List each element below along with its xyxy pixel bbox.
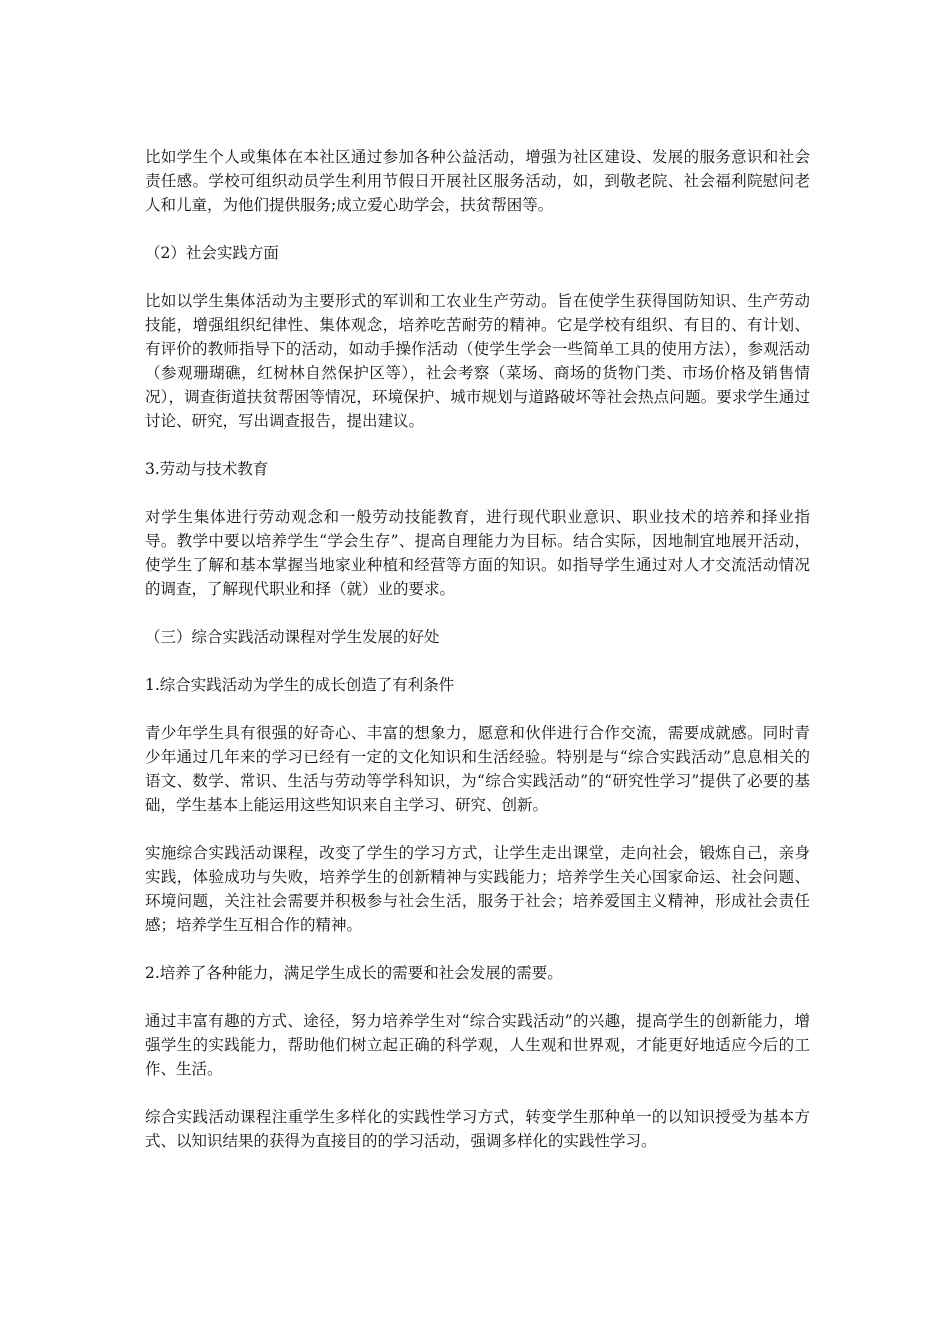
paragraph-social-practice: 比如以学生集体活动为主要形式的军训和工农业生产劳动。旨在使学生获得国防知识、生产劳动技能，增强组织纪律性、集体观念，培养吃苦耐劳的精神。它是学校有组织、有目的、有计划、有评价的教师指导下的活动，如动手操作活动（使学生学会一些简单工具的使用方法），参观活动（参观珊瑚礁，红树林自然保护区等），社会考察（菜场、商场的货物门类、市场价格及销售情况），调查街道扶贫帮困等情况，环境保护、城市规划与道路破坏等社会热点问题。要求学生通过讨论、研究，写出调查报告，提出建议。: [145, 292, 810, 430]
paragraph-interest-cultivation: 通过丰富有趣的方式、途径，努力培养学生对“综合实践活动”的兴趣，提高学生的创新能力，增强学生的实践能力，帮助他们树立起正确的科学观，人生观和世界观，才能更好地适应今后的工作、生活。: [145, 1012, 810, 1078]
heading-benefits: （三）综合实践活动课程对学生发展的好处: [145, 628, 440, 646]
heading-benefit-2: 2.培养了各种能力，满足学生成长的需要和社会发展的需要。: [145, 964, 563, 982]
heading-labor-technology: 3.劳动与技术教育: [145, 460, 269, 478]
heading-social-practice: （2）社会实践方面: [145, 244, 279, 262]
paragraph-community-service: 比如学生个人或集体在本社区通过参加各种公益活动，增强为社区建设、发展的服务意识和社会责任感。学校可组织动员学生利用节假日开展社区服务活动，如，到敬老院、社会福利院慰问老人和儿童，为他们提供服务;成立爱心助学会，扶贫帮困等。: [145, 148, 810, 214]
document-body: [145, 145, 810, 1177]
paragraph-diverse-learning: 综合实践活动课程注重学生多样化的实践性学习方式，转变学生那种单一的以知识授受为基本方式、以知识结果的获得为直接目的的学习活动，强调多样化的实践性学习。: [145, 1108, 810, 1150]
paragraph-labor-technology: 对学生集体进行劳动观念和一般劳动技能教育，进行现代职业意识、职业技术的培养和择业指导。教学中要以培养学生“学会生存”、提高自理能力为目标。结合实际，因地制宜地展开活动，使学生了解和基本掌握当地家业种植和经营等方面的知识。如指导学生通过对人才交流活动情况的调查，了解现代职业和择（就）业的要求。: [145, 508, 810, 598]
paragraph-youth-curiosity: 青少年学生具有很强的好奇心、丰富的想象力，愿意和伙伴进行合作交流，需要成就感。同时青少年通过几年来的学习已经有一定的文化知识和生活经验。特别是与“综合实践活动”息息相关的语文、数学、常识、生活与劳动等学科知识，为“综合实践活动”的“研究性学习”提供了必要的基础，学生基本上能运用这些知识来自主学习、研究、创新。: [145, 724, 810, 814]
paragraph-learning-method: 实施综合实践活动课程，改变了学生的学习方式，让学生走出课堂，走向社会，锻炼自己，亲身实践，体验成功与失败，培养学生的创新精神与实践能力；培养学生关心国家命运、社会问题、环境问题，关注社会需要并积极参与社会生活，服务于社会；培养爱国主义精神，形成社会责任感；培养学生互相合作的精神。: [145, 844, 810, 934]
heading-benefit-1: 1.综合实践活动为学生的成长创造了有利条件: [145, 676, 455, 694]
